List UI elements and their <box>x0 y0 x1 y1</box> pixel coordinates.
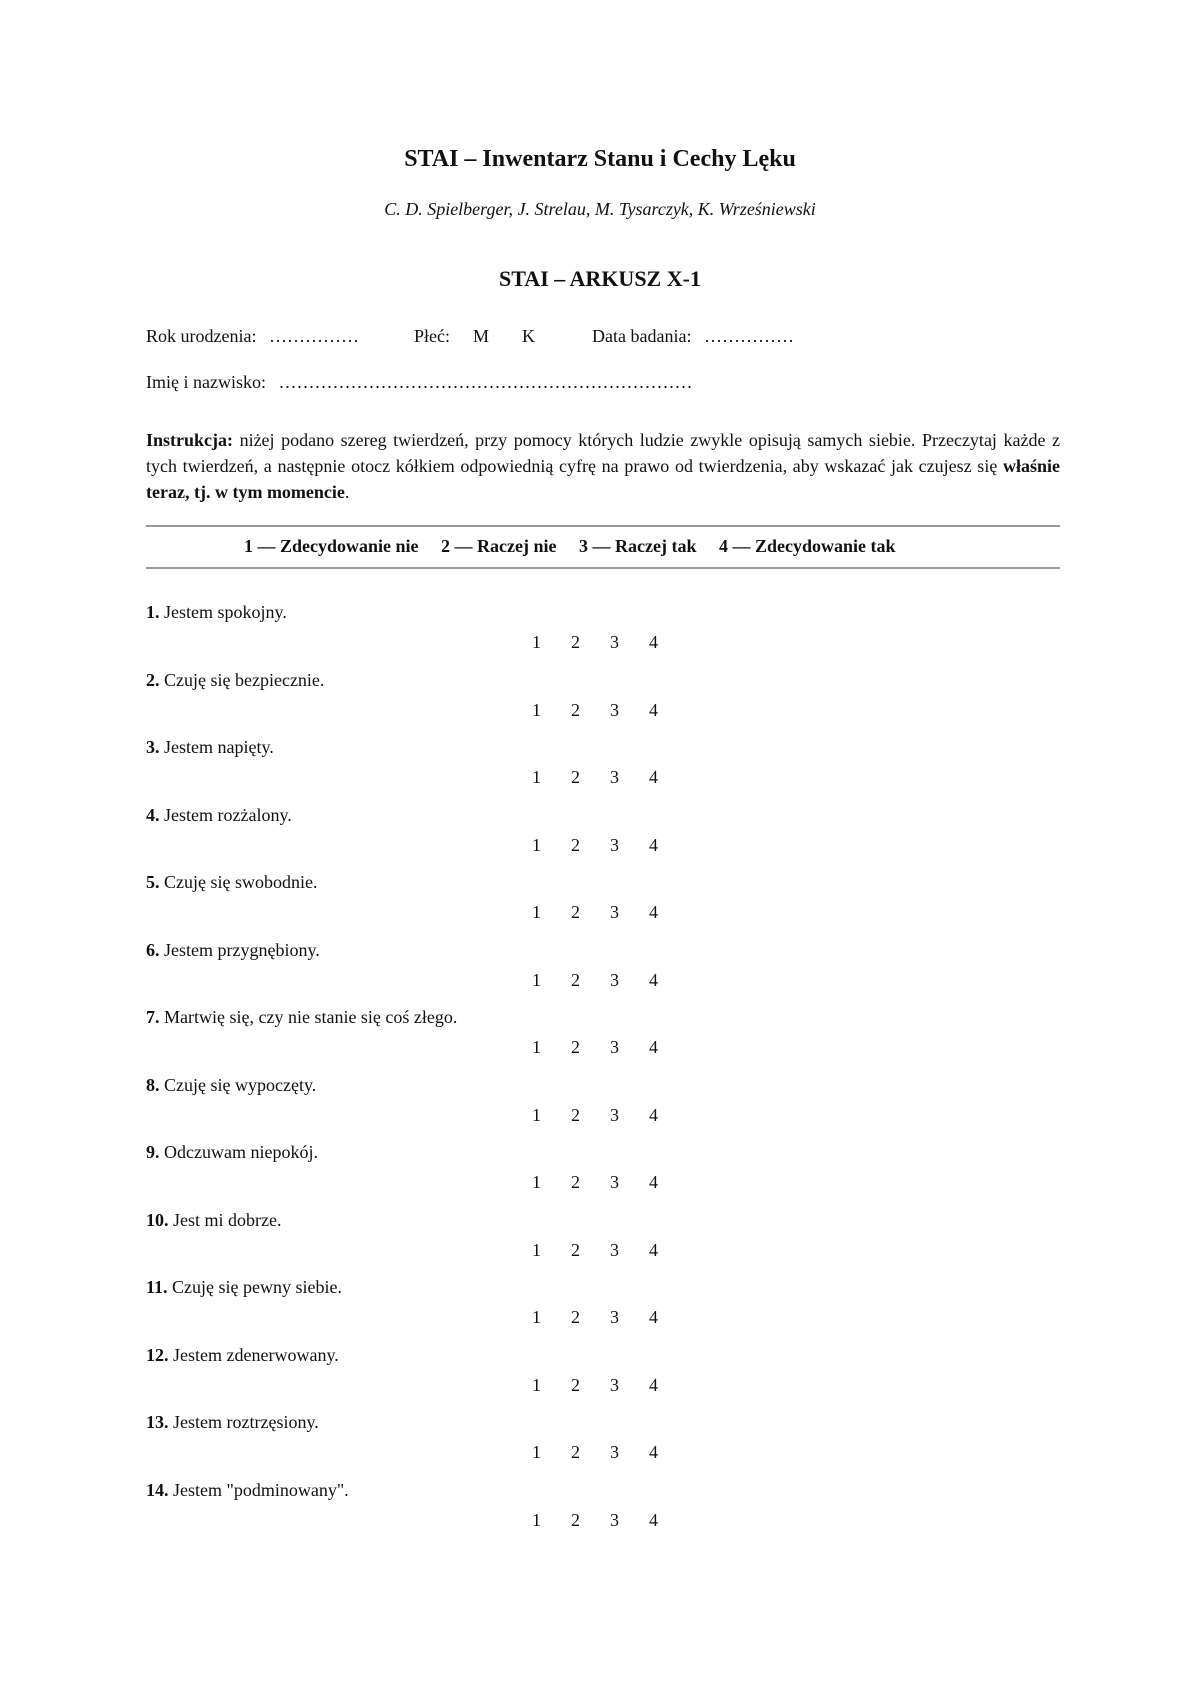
item-statement <box>146 1345 339 1366</box>
item-number: 2. <box>146 669 160 690</box>
item-number: 12. <box>146 1344 169 1365</box>
item-number: 8. <box>146 1074 160 1095</box>
date-label: Data badania: <box>592 326 692 346</box>
answer-option-2[interactable]: 2 <box>571 1037 580 1057</box>
answer-option-2[interactable]: 2 <box>571 1509 580 1530</box>
item-number: 11. <box>146 1277 168 1297</box>
item-text: Jestem napięty. <box>159 737 274 757</box>
answer-option-4[interactable]: 4 <box>649 1374 658 1395</box>
item-answer-options <box>532 1172 688 1193</box>
item-text: Czuję się wypoczęty. <box>159 1074 317 1095</box>
answer-option-3[interactable]: 3 <box>610 1172 619 1192</box>
authors-line: C. D. Spielberger, J. Strelau, M. Tysarczyk, K. Wrześniewski <box>384 199 816 219</box>
answer-option-4[interactable]: 4 <box>649 1509 658 1530</box>
scale-option-4: 4 — Zdecydowanie tak <box>718 536 896 556</box>
answer-option-4[interactable]: 4 <box>649 1037 658 1057</box>
questionnaire-item <box>146 1345 1060 1405</box>
answer-option-3[interactable]: 3 <box>610 902 619 922</box>
answer-option-2[interactable]: 2 <box>571 902 580 922</box>
answer-option-1[interactable]: 1 <box>532 1442 541 1462</box>
questionnaire-item <box>146 1142 1060 1202</box>
answer-option-1[interactable]: 1 <box>532 1104 541 1125</box>
answer-option-1[interactable]: 1 <box>532 1172 541 1192</box>
answer-option-4[interactable]: 4 <box>649 834 658 855</box>
item-number: 9. <box>146 1142 160 1162</box>
questionnaire-item <box>146 1210 1060 1270</box>
answer-option-4[interactable]: 4 <box>649 1104 658 1125</box>
item-answer-options <box>532 970 688 991</box>
answer-option-4[interactable]: 4 <box>649 969 658 990</box>
answer-option-3[interactable]: 3 <box>610 969 619 990</box>
item-number: 5. <box>146 872 160 892</box>
item-statement <box>146 1277 342 1298</box>
date-field[interactable]: …………… <box>703 326 794 346</box>
item-number: 10. <box>146 1209 169 1230</box>
answer-option-3[interactable]: 3 <box>610 632 619 652</box>
answer-option-2[interactable]: 2 <box>571 1442 580 1462</box>
answer-option-4[interactable]: 4 <box>649 632 658 652</box>
item-text: Odczuwam niepokój. <box>159 1142 318 1162</box>
questionnaire-item <box>146 1075 1060 1135</box>
item-text: Jestem zdenerwowany. <box>168 1344 339 1365</box>
item-statement <box>146 602 287 623</box>
scale-option-3: 3 — Raczej tak <box>578 536 697 556</box>
page-title: STAI – Inwentarz Stanu i Cechy Lęku <box>404 146 796 172</box>
questionnaire-item <box>146 1277 1060 1337</box>
item-text: Jestem spokojny. <box>159 602 287 622</box>
item-statement <box>146 1210 281 1231</box>
item-statement <box>146 1412 319 1433</box>
answer-option-4[interactable]: 4 <box>649 1307 658 1327</box>
answer-option-1[interactable]: 1 <box>532 834 541 855</box>
item-answer-options <box>532 1307 688 1328</box>
item-number: 1. <box>146 602 160 622</box>
questionnaire-item <box>146 602 1060 662</box>
item-statement <box>146 940 320 961</box>
item-number: 3. <box>146 737 160 757</box>
item-text: Jestem roztrzęsiony. <box>168 1412 319 1432</box>
birth-year-label: Rok urodzenia: <box>146 326 257 346</box>
answer-option-2[interactable]: 2 <box>571 699 580 720</box>
questionnaire-item <box>146 670 1060 730</box>
answer-option-2[interactable]: 2 <box>571 767 580 787</box>
sex-option-m[interactable]: M <box>472 326 489 346</box>
answer-option-2[interactable]: 2 <box>571 1307 580 1327</box>
item-answer-options <box>532 1375 688 1396</box>
item-statement <box>146 1075 316 1096</box>
scale-option-1: 1 — Zdecydowanie nie <box>244 536 419 556</box>
answer-option-1[interactable]: 1 <box>532 699 541 720</box>
item-answer-options <box>532 1240 688 1261</box>
item-statement <box>146 1480 349 1501</box>
item-statement <box>146 1142 318 1163</box>
answer-option-3[interactable]: 3 <box>610 1374 619 1395</box>
instruction-emphasis: właśnie teraz, tj. w tym momencie <box>146 456 1060 502</box>
answer-option-2[interactable]: 2 <box>571 969 580 990</box>
answer-option-2[interactable]: 2 <box>571 1172 580 1192</box>
sex-label: Płeć: <box>413 326 450 346</box>
answer-option-1[interactable]: 1 <box>532 1239 541 1260</box>
answer-option-4[interactable]: 4 <box>649 699 658 720</box>
questionnaire-item <box>146 737 1060 797</box>
item-number: 6. <box>146 939 160 960</box>
item-text: Jest mi dobrze. <box>168 1209 282 1230</box>
item-answer-options <box>532 767 688 788</box>
instruction-text: niżej podano szereg twierdzeń, przy pomocy których ludzie zwykle opisują samych siebie. Przeczytaj każde z tych twierdzeń, a następnie otocz kółkiem odpowiednią cyfrę na prawo od twierdzenia, aby wskazać jak czujesz się <box>146 430 1060 476</box>
respondent-fields-row <box>146 326 794 347</box>
questionnaire-item <box>146 1412 1060 1472</box>
answer-option-2[interactable]: 2 <box>571 632 580 652</box>
answer-option-3[interactable]: 3 <box>610 1509 619 1530</box>
answer-option-4[interactable]: 4 <box>649 1239 658 1260</box>
item-answer-options <box>532 700 688 721</box>
item-statement <box>146 805 292 826</box>
item-statement <box>146 872 317 893</box>
item-text: Czuję się bezpiecznie. <box>159 669 325 690</box>
answer-option-1[interactable]: 1 <box>532 632 541 652</box>
item-statement <box>146 737 274 758</box>
name-label: Imię i nazwisko: <box>146 372 266 392</box>
sex-option-k[interactable]: K <box>522 326 535 346</box>
instruction-end: . <box>344 482 350 502</box>
item-number: 14. <box>146 1479 169 1500</box>
answer-option-1[interactable]: 1 <box>532 1509 541 1530</box>
answer-option-3[interactable]: 3 <box>610 834 619 855</box>
questionnaire-item <box>146 1480 1060 1540</box>
answer-option-1[interactable]: 1 <box>532 767 541 787</box>
answer-option-3[interactable]: 3 <box>610 1307 619 1327</box>
name-field-row <box>146 372 692 393</box>
item-text: Martwię się, czy nie stanie się coś złego. <box>159 1007 458 1027</box>
answer-option-4[interactable]: 4 <box>649 902 658 922</box>
answer-option-1[interactable]: 1 <box>532 1037 541 1057</box>
questionnaire-item <box>146 805 1060 865</box>
item-answer-options <box>532 1105 688 1126</box>
name-field[interactable]: …………………………………………………………… <box>278 372 693 392</box>
item-statement <box>146 670 324 691</box>
birth-year-field[interactable]: …………… <box>268 326 359 346</box>
item-answer-options <box>532 1442 688 1463</box>
answer-option-1[interactable]: 1 <box>532 902 541 922</box>
item-number: 7. <box>146 1007 160 1027</box>
item-number: 4. <box>146 804 160 825</box>
answer-option-4[interactable]: 4 <box>649 1172 658 1192</box>
scale-option-2: 2 — Raczej nie <box>441 536 557 556</box>
answer-option-3[interactable]: 3 <box>610 1239 619 1260</box>
instruction-paragraph <box>146 427 1060 505</box>
item-number: 13. <box>146 1412 169 1432</box>
questionnaire-item <box>146 872 1060 932</box>
item-answer-options <box>532 1510 688 1531</box>
item-text: Jestem przygnębiony. <box>159 939 320 960</box>
answer-option-2[interactable]: 2 <box>571 1104 580 1125</box>
answer-option-4[interactable]: 4 <box>649 767 658 787</box>
answer-option-3[interactable]: 3 <box>610 1037 619 1057</box>
answer-option-4[interactable]: 4 <box>649 1442 658 1462</box>
item-text: Jestem "podminowany". <box>168 1479 349 1500</box>
questionnaire-item <box>146 1007 1060 1067</box>
answer-option-1[interactable]: 1 <box>532 1307 541 1327</box>
instruction-label: Instrukcja: <box>146 430 234 450</box>
item-text: Czuję się swobodnie. <box>159 872 318 892</box>
rating-scale-legend <box>146 525 1060 569</box>
answer-option-3[interactable]: 3 <box>610 767 619 787</box>
answer-option-2[interactable]: 2 <box>571 1374 580 1395</box>
questionnaire-item <box>146 940 1060 1000</box>
item-answer-options <box>532 632 688 653</box>
item-answer-options <box>532 835 688 856</box>
answer-option-1[interactable]: 1 <box>532 1374 541 1395</box>
item-answer-options <box>532 902 688 923</box>
item-statement <box>146 1007 457 1028</box>
item-answer-options <box>532 1037 688 1058</box>
item-text: Czuję się pewny siebie. <box>167 1277 342 1297</box>
answer-option-2[interactable]: 2 <box>571 834 580 855</box>
answer-option-3[interactable]: 3 <box>610 699 619 720</box>
answer-option-1[interactable]: 1 <box>532 969 541 990</box>
sheet-subtitle: STAI – ARKUSZ X-1 <box>499 266 701 291</box>
item-text: Jestem rozżalony. <box>159 804 292 825</box>
answer-option-2[interactable]: 2 <box>571 1239 580 1260</box>
answer-option-3[interactable]: 3 <box>610 1104 619 1125</box>
answer-option-3[interactable]: 3 <box>610 1442 619 1462</box>
